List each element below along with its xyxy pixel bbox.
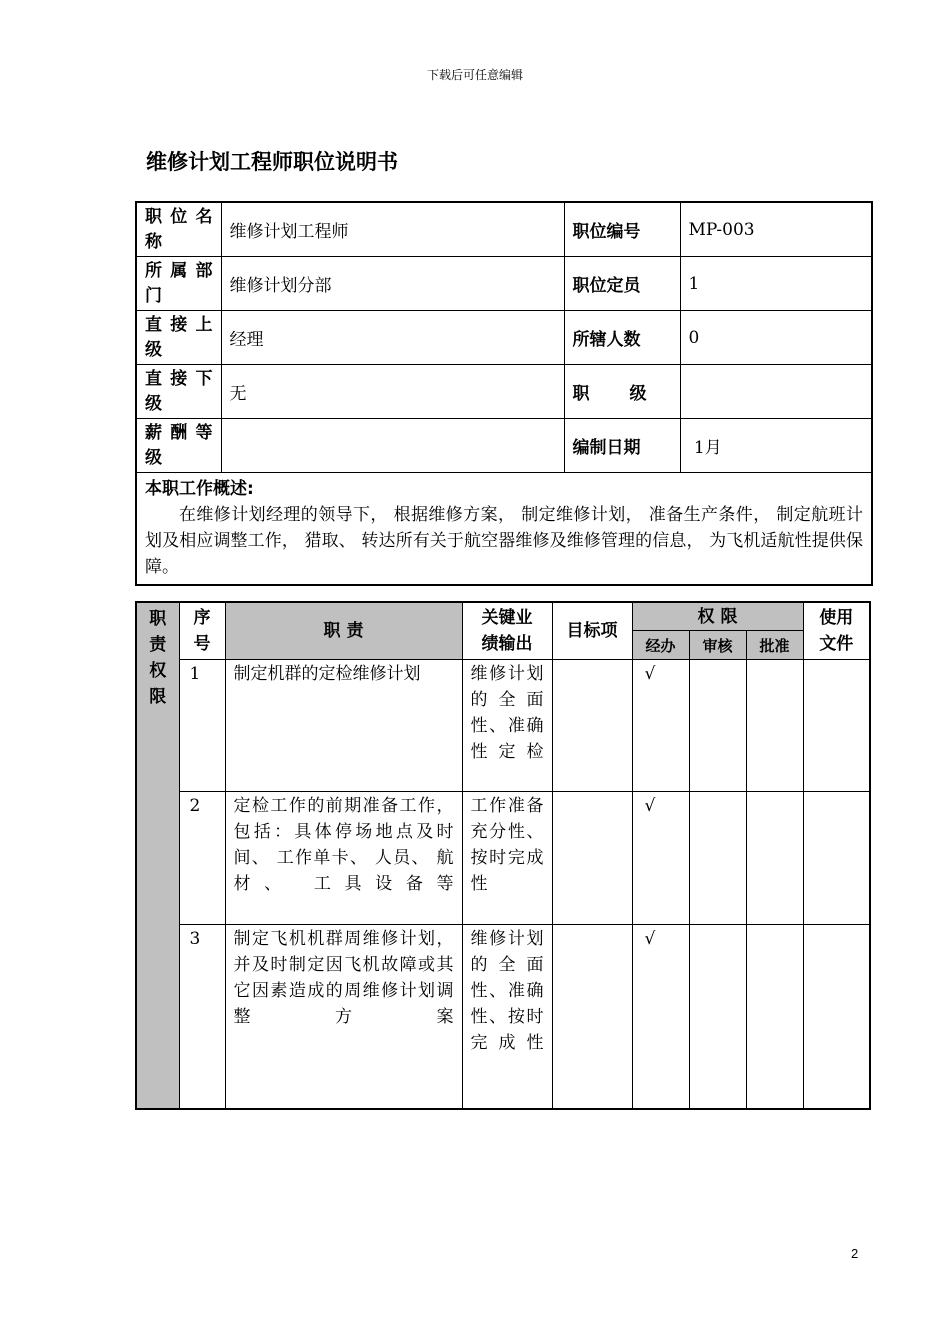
row-seq: 2: [179, 792, 225, 925]
header-duty: 职 责: [225, 602, 462, 660]
info-value: 1: [680, 257, 872, 311]
header-seq: 序号: [179, 602, 225, 660]
info-row: [136, 257, 872, 311]
info-row: [136, 365, 872, 419]
info-value: 维修计划分部: [221, 257, 564, 311]
info-label: 职位名称: [136, 202, 221, 257]
header-docs: 使用文件: [803, 602, 870, 660]
info-label: 职 级: [564, 365, 680, 419]
row-duty: 制定机群的定检维修计划: [225, 660, 462, 792]
duty-row: [136, 925, 870, 1109]
header-target: 目标项: [552, 602, 632, 660]
summary-row: [136, 473, 872, 586]
document-title: 维修计划工程师职位说明书: [146, 150, 398, 174]
info-value: 1月: [680, 419, 872, 473]
page-number: 2: [851, 1246, 859, 1261]
info-label: 直接下级: [136, 365, 221, 419]
row-seq: 1: [179, 660, 225, 792]
row-output: 工作准备充分性、按时完成性: [462, 792, 552, 925]
info-value: [680, 365, 872, 419]
info-value: 0: [680, 311, 872, 365]
info-value: [221, 419, 564, 473]
row-duty: 制定飞机机群周维修计划，并及时制定因飞机故障或其它因素造成的周维修计划调整方案: [225, 925, 462, 1109]
row-handle: √: [632, 792, 689, 925]
summary-label: 本职工作概述:: [145, 479, 254, 499]
header-handle: 经办: [632, 631, 689, 660]
info-label: 所辖人数: [564, 311, 680, 365]
info-label: 所属部门: [136, 257, 221, 311]
info-label: 职位编号: [564, 202, 680, 257]
row-approve: [746, 792, 803, 925]
row-duty: 定检工作的前期准备工作，包括：具体停场地点及时间、 工作单卡、 人员、 航材、 工具设备等: [225, 792, 462, 925]
row-handle: √: [632, 660, 689, 792]
header-output: 关键业绩输出: [462, 602, 552, 660]
row-docs: [803, 925, 870, 1109]
info-label: 职位定员: [564, 257, 680, 311]
info-value: 维修计划工程师: [221, 202, 564, 257]
row-seq: 3: [179, 925, 225, 1109]
row-approve: [746, 925, 803, 1109]
summary-text: 在维修计划经理的领导下， 根据维修方案， 制定维修计划， 准备生产条件， 制定航班计划及相应调整工作， 猎取、 转达所有关于航空器维修及维修管理的信息， 为飞机适航性提供保障。: [145, 505, 863, 577]
info-value: 无: [221, 365, 564, 419]
header-approve: 批准: [746, 631, 803, 660]
header-note: 下载后可任意编辑: [426, 68, 523, 82]
info-label: 薪酬等级: [136, 419, 221, 473]
row-handle: √: [632, 925, 689, 1109]
header-authority: 权 限: [632, 602, 803, 631]
row-review: [689, 792, 746, 925]
position-info-table: [135, 201, 873, 586]
row-docs: [803, 660, 870, 792]
info-label: 直接上级: [136, 311, 221, 365]
info-label: 编制日期: [564, 419, 680, 473]
info-row: [136, 202, 872, 257]
duty-header-row: [136, 602, 870, 631]
info-value: MP-003: [680, 202, 872, 257]
row-review: [689, 660, 746, 792]
duty-authority-table: [135, 601, 871, 1110]
header-review: 审核: [689, 631, 746, 660]
row-approve: [746, 660, 803, 792]
row-docs: [803, 792, 870, 925]
side-label: 职责权限: [136, 602, 179, 1109]
duty-row: [136, 792, 870, 925]
info-value: 经理: [221, 311, 564, 365]
row-output: 维修计划的全面性、准确性、按时完成性: [462, 925, 552, 1109]
job-summary: [136, 473, 872, 586]
row-target: [552, 792, 632, 925]
info-row: [136, 311, 872, 365]
row-output: 维修计划的全面性、准确性定检: [462, 660, 552, 792]
row-target: [552, 660, 632, 792]
duty-row: [136, 660, 870, 792]
row-target: [552, 925, 632, 1109]
row-review: [689, 925, 746, 1109]
info-row: [136, 419, 872, 473]
